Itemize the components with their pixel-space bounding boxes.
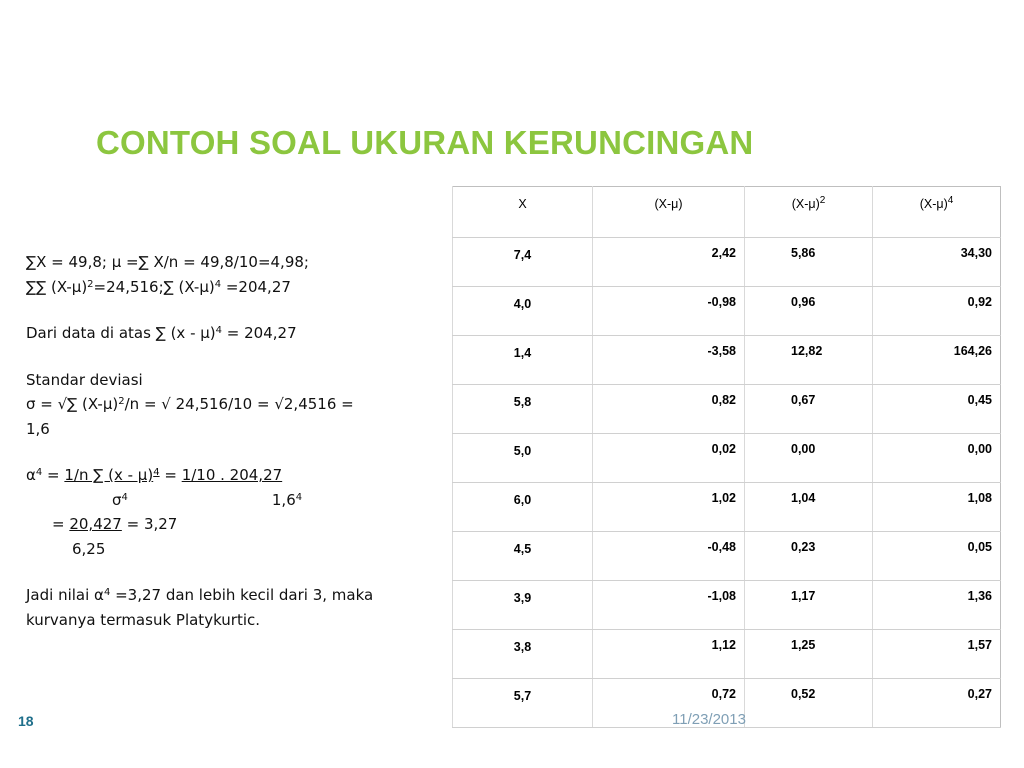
column-header: $(X-\mu)^2$ [745,187,873,238]
table-cell: 5,0 [453,434,593,483]
worked-example [26,250,438,632]
table-cell: 5,7 [453,679,593,728]
table-cell: 2,42 [593,238,745,287]
alpha4-formula: $\alpha^4 = 1/n$ ∑ (x - μ)$^4$ = 1/10 . 204,27 [26,466,283,484]
sum-powers-line: ∑∑ $(X-\mu)^2=24,516;\sum$ $(X-\mu)^4 =204,27$ [26,277,291,296]
table-cell: 1,36 [873,581,1001,630]
sum-mean-line: ∑X = 49,8; μ =∑ X/n = 49,8/10=4,98; [26,253,309,271]
table-cell: 0,82 [593,385,745,434]
table-row [453,287,1001,336]
table-cell: 0,67 [745,385,873,434]
std-dev-result: 1,6 [26,419,50,438]
table-cell: 1,25 [745,630,873,679]
table-cell: 5,8 [453,385,593,434]
table-cell: 0,02 [593,434,745,483]
table-cell: 3,9 [453,581,593,630]
alpha4-denominators: $\sigma^4$ $1,6^4$ [112,490,303,509]
table-cell: 0,05 [873,532,1001,581]
std-dev-formula: σ = √∑ $(X-\mu)^2/n$ = √ 24,516/10 = √2,4516 = [26,395,354,413]
table-cell: 7,4 [453,238,593,287]
table-cell: -0,98 [593,287,745,336]
table-cell: 0,96 [745,287,873,336]
table-cell: 12,82 [745,336,873,385]
column-header: $(X-\mu)^4$ [873,187,1001,238]
table-cell: 1,02 [593,483,745,532]
table-cell: 34,30 [873,238,1001,287]
table-row [453,483,1001,532]
table-cell: 0,92 [873,287,1001,336]
conclusion: Jadi nilai $\alpha^4 =3,27$ dan lebih kecil dari 3, maka kurvanya termasuk Platykurtic. [26,586,374,629]
table-cell: 0,45 [873,385,1001,434]
table-row [453,630,1001,679]
table-cell: -3,58 [593,336,745,385]
kurtosis-table [452,186,1001,728]
table-header-row [453,187,1001,238]
table-cell: 0,27 [873,679,1001,728]
table-cell: 164,26 [873,336,1001,385]
table-cell: -0,48 [593,532,745,581]
table-cell: -1,08 [593,581,745,630]
table-cell: 3,8 [453,630,593,679]
table-cell: 1,12 [593,630,745,679]
table-cell: 0,72 [593,679,745,728]
table-row [453,581,1001,630]
column-header: X [453,187,593,238]
table-cell: 4,0 [453,287,593,336]
table-cell: 1,08 [873,483,1001,532]
fourth-moment-line: Dari data di atas ∑ (x - μ)$^4$ = 204,27 [26,324,297,342]
table-cell: 6,0 [453,483,593,532]
alpha4-result: = 20,427 = 3,27 [52,515,178,533]
table-row [453,385,1001,434]
table-cell: 5,86 [745,238,873,287]
table-cell: 1,17 [745,581,873,630]
table-cell: 1,04 [745,483,873,532]
table-row [453,238,1001,287]
table-cell: 0,00 [873,434,1001,483]
table-cell: 0,52 [745,679,873,728]
table-row [453,532,1001,581]
column-header: (X-μ) [593,187,745,238]
page-number: 18 [18,713,34,729]
slide-title: CONTOH SOAL UKURAN KERUNCINGAN [96,124,754,161]
table-cell: 4,5 [453,532,593,581]
table-cell: 1,57 [873,630,1001,679]
slide-date: 11/23/2013 [672,711,746,728]
table-row [453,336,1001,385]
std-dev-heading: Standar deviasi [26,370,143,389]
table-cell: 0,23 [745,532,873,581]
table-row [453,434,1001,483]
alpha4-divisor: 6,25 [72,539,106,558]
table-cell: 0,00 [745,434,873,483]
table-cell: 1,4 [453,336,593,385]
